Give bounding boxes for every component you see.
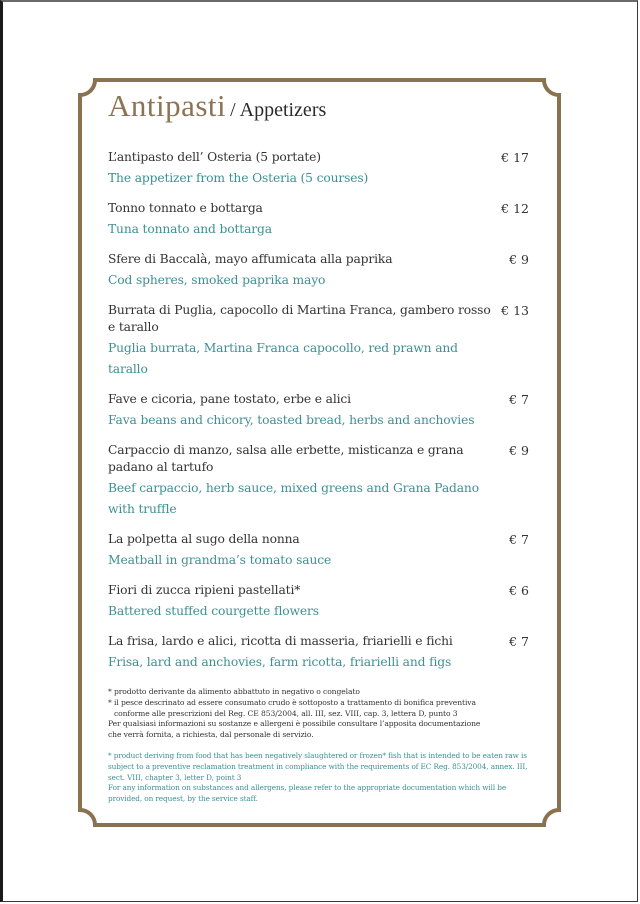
item-price: € 6 [509, 583, 529, 598]
item-name-italian: Fave e cicoria, pane tostato, erbe e alici [108, 392, 351, 406]
item-name-english: Meatball in grandma’s tomato sauce [108, 553, 332, 567]
menu-item [108, 391, 532, 431]
item-price: € 12 [501, 201, 529, 216]
item-name-italian: Carpaccio di manzo, salsa alle erbette, misticanza e grana padano al tartufo [108, 443, 464, 474]
item-name-english: Cod spheres, smoked paprika mayo [108, 273, 326, 287]
menu-item [108, 633, 532, 673]
item-name-english: Frisa, lard and anchovies, farm ricotta, friarielli and figs [108, 655, 452, 669]
menu-item [108, 302, 532, 380]
item-price: € 13 [501, 303, 529, 318]
section-title [108, 88, 532, 132]
footnote-line: che verrà fornita, a richiesta, dal personale di servizio. [108, 730, 314, 740]
footnote-line: For any information on substances and allergens, please refer to the appropriate documentation which will be [108, 783, 507, 793]
footnotes-english [108, 751, 532, 805]
menu-content [108, 88, 532, 805]
item-price: € 7 [509, 634, 529, 649]
menu-item [108, 149, 532, 189]
menu-item [108, 531, 532, 571]
item-price: € 7 [509, 392, 529, 407]
item-name-english: Puglia burrata, Martina Franca capocollo, red prawn and tarallo [108, 341, 458, 376]
title-italian: Antipasti [108, 88, 227, 123]
item-name-italian: Fiori di zucca ripieni pastellati* [108, 583, 301, 597]
footnote-line: Per qualsiasi informazioni su sostanze e allergeni è possibile consultare l’apposita documentazione [108, 719, 481, 729]
menu-item [108, 442, 532, 520]
item-price: € 17 [501, 150, 529, 165]
footnotes-italian [108, 687, 532, 741]
item-name-italian: Sfere di Baccalà, mayo affumicata alla paprika [108, 252, 393, 266]
title-english: / Appetizers [230, 99, 327, 121]
item-name-italian: Tonno tonnato e bottarga [108, 201, 263, 215]
footnote-line: provided, on request, by the service staff. [108, 794, 258, 804]
menu-item [108, 582, 532, 622]
item-name-english: The appetizer from the Osteria (5 courses) [108, 171, 369, 185]
item-price: € 9 [509, 443, 529, 458]
footnote-line: sect. VIII, chapter 3, letter D, point 3 [108, 772, 242, 782]
footnote-line: * prodotto derivante da alimento abbattuto in negativo o congelato [108, 687, 360, 696]
menu-item [108, 251, 532, 291]
menu-items [108, 149, 532, 673]
footnote-line: conforme alle prescrizioni del Reg. CE 853/2004, all. III, sez. VIII, cap. 3, lettera D, punto 3 [114, 708, 458, 718]
item-name-italian: La frisa, lardo e alici, ricotta di masseria, friarielli e fichi [108, 634, 453, 648]
item-name-italian: Burrata di Puglia, capocollo di Martina Franca, gambero rosso e tarallo [108, 303, 491, 334]
item-price: € 7 [509, 532, 529, 547]
item-name-english: Beef carpaccio, herb sauce, mixed greens and Grana Padano with truffle [108, 481, 479, 516]
footnote-line: subject to a preventive reclamation treatment in compliance with the requirements of EC Reg. 853/2004, annex. III, [108, 761, 528, 771]
item-name-italian: La polpetta al sugo della nonna [108, 532, 300, 546]
item-name-italian: L’antipasto dell’ Osteria (5 portate) [108, 150, 321, 164]
item-price: € 9 [509, 252, 529, 267]
menu-item [108, 200, 532, 240]
footnote-line: * product deriving from food that has been negatively slaughtered or frozen* fish that is intended to be eaten raw is [108, 750, 527, 760]
footnote-line: * il pesce descrinato ad essere consumato crudo è sottoposto a trattamento di bonifica preventiva [108, 697, 476, 707]
item-name-english: Tuna tonnato and bottarga [108, 222, 272, 236]
item-name-english: Fava beans and chicory, toasted bread, herbs and anchovies [108, 413, 475, 427]
item-name-english: Battered stuffed courgette flowers [108, 604, 319, 618]
